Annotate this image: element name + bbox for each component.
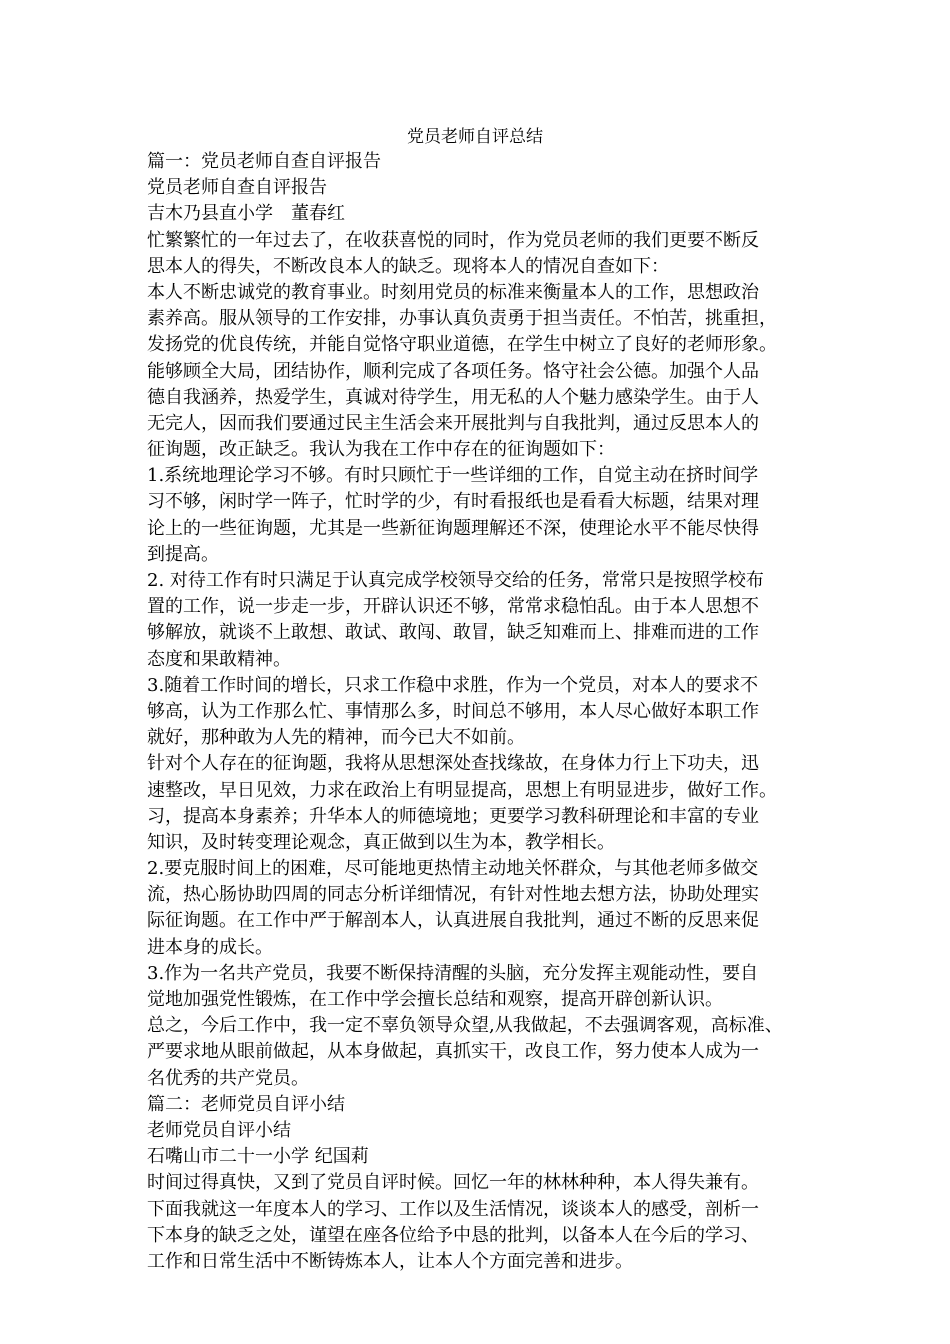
text-line: 3.随着工作时间的增长，只求工作稳中求胜，作为一个党员，对本人的要求不 [147, 674, 759, 696]
text-line: 篇一：党员老师自查自评报告 [147, 151, 381, 172]
text-line: 下本身的缺乏之处，谨望在座各位给予中恳的批判，以备本人在今后的学习、 [147, 1224, 759, 1246]
document-title: 党员老师自评总结 [407, 127, 543, 147]
text-line: 石嘴山市二十一小学 纪国莉 [147, 1146, 369, 1168]
text-line: 论上的一些征询题，尤其是一些新征询题理解还不深，使理论水平不能尽快得 [147, 517, 759, 539]
text-line: 够高，认为工作那么忙、事情那么多，时间总不够用，本人尽心做好本职工作 [147, 700, 759, 722]
text-line: 篇二：老师党员自评小结 [147, 1093, 345, 1115]
text-line: 吉木乃县直小学 董春红 [147, 203, 345, 225]
text-line: 习，提高本身素养；升华本人的师德境地；更要学习教科研理论和丰富的专业 [147, 805, 759, 827]
text-line: 置的工作，说一步走一步，开辟认识还不够，常常求稳怕乱。由于本人思想不 [147, 596, 759, 618]
text-line: 够解放，就谈不上敢想、敢试、敢闯、敢冒，缺乏知难而上、排难而进的工作 [147, 622, 759, 644]
text-line: 本人不断忠诚党的教育事业。时刻用党员的标准来衡量本人的工作，思想政治 [147, 281, 759, 303]
text-line: 德自我涵养，热爱学生，真诚对待学生，用无私的人个魅力感染学生。由于人 [147, 386, 759, 408]
text-line: 习不够，闲时学一阵子，忙时学的少，有时看报纸也是看看大标题，结果对理 [147, 491, 759, 513]
text-line: 思本人的得失，不断改良本人的缺乏。现将本人的情况自查如下： [147, 255, 669, 277]
text-line: 总之，今后工作中，我一定不辜负领导众望,从我做起，不去强调客观，高标准、 [147, 1015, 783, 1037]
text-line: 知识，及时转变理论观念，真正做到以生为本，教学相长。 [147, 831, 615, 853]
text-line: 2. 对待工作有时只满足于认真完成学校领导交给的任务，常常只是按照学校布 [147, 570, 764, 591]
text-line: 素养高。服从领导的工作安排，办事认真负责勇于担当责任。不怕苦，挑重担， [147, 308, 777, 330]
text-line: 能够顾全大局，团结协作，顺利完成了各项任务。恪守社会公德。加强个人品 [147, 360, 759, 382]
text-line: 2.要克服时间上的困难，尽可能地更热情主动地关怀群众，与其他老师多做交 [147, 858, 759, 880]
text-line: 工作和日常生活中不断铸炼本人，让本人个方面完善和进步。 [147, 1250, 633, 1272]
text-line: 流，热心肠协助四周的同志分析详细情况，有针对性地去想方法，协助处理实 [147, 884, 759, 906]
text-line: 进本身的成长。 [147, 936, 273, 958]
text-line: 无完人，因而我们要通过民主生活会来开展批判与自我批判，通过反思本人的 [147, 412, 759, 434]
text-line: 忙繁繁忙的一年过去了，在收获喜悦的同时，作为党员老师的我们更要不断反 [147, 229, 759, 251]
text-line: 名优秀的共产党员。 [147, 1067, 309, 1089]
text-line: 下面我就这一年度本人的学习、工作以及生活情况，谈谈本人的感受，剖析一 [147, 1198, 759, 1220]
text-line: 3.作为一名共产党员，我要不断保持清醒的头脑，充分发挥主观能动性，要自 [147, 962, 759, 984]
text-line: 到提高。 [147, 543, 219, 565]
text-line: 就好，那种敢为人先的精神，而今已大不如前。 [147, 727, 525, 749]
text-line: 态度和果敢精神。 [147, 648, 291, 670]
text-line: 速整改，早日见效，力求在政治上有明显提高，思想上有明显进步，做好工作。 [147, 779, 777, 801]
text-line: 针对个人存在的征询题，我将从思想深处查找缘故，在身体力行上下功夫，迅 [147, 753, 759, 775]
text-line: 党员老师自查自评报告 [147, 177, 327, 199]
text-line: 老师党员自评小结 [147, 1119, 291, 1141]
text-line: 征询题，改正缺乏。我认为我在工作中存在的征询题如下： [147, 439, 615, 461]
text-line: 觉地加强党性锻炼，在工作中学会擅长总结和观察，提高开辟创新认识。 [147, 989, 723, 1010]
text-line: 时间过得真快，又到了党员自评时候。回忆一年的林林种种，本人得失兼有。 [147, 1172, 759, 1194]
text-line: 严要求地从眼前做起，从本身做起，真抓实干，改良工作，努力使本人成为一 [147, 1041, 759, 1063]
text-line: 发扬党的优良传统，并能自觉恪守职业道德，在学生中树立了良好的老师形象。 [147, 334, 777, 356]
text-line: 1.系统地理论学习不够。有时只顾忙于一些详细的工作，自觉主动在挤时间学 [147, 465, 759, 487]
document-body [147, 149, 819, 1275]
text-line: 际征询题。在工作中严于解剖本人，认真进展自我批判，通过不断的反思来促 [147, 910, 759, 932]
